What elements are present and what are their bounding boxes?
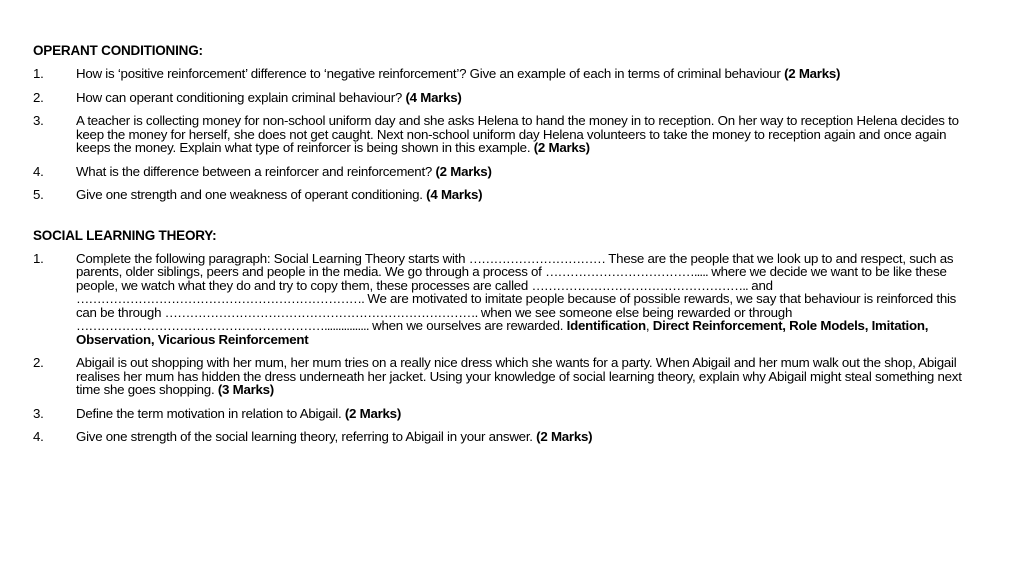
paragraph-text: where we decide we want to be like these people, we watch what they do and try to copy them, these processes are called <box>76 264 947 293</box>
question-marks: (3 Marks) <box>217 382 274 397</box>
question-marks: (2 Marks) <box>536 429 593 444</box>
question-list <box>33 252 973 444</box>
answer-bank-separator: , <box>645 318 653 333</box>
question-text: How can operant conditioning explain criminal behaviour? <box>76 89 406 105</box>
paragraph-text: and <box>747 277 773 293</box>
paragraph-text: when we see someone else being rewarded or through <box>477 304 793 320</box>
question-item <box>33 188 973 202</box>
question-item <box>33 407 973 421</box>
question-text: Abigail is out shopping with her mum, her mum tries on a really nice dress which she wants for a party. When Abigail and her mum walk out the shop, Abigail realises her mum has hidden the dress underneath her jacket. Using your knowledge of social learning theory, explain why Abigail might steal something next time she goes shopping. <box>76 355 962 397</box>
question-number: 2. <box>33 89 44 105</box>
fill-in-blank: …………………………………………….. <box>531 277 748 293</box>
section-operant-conditioning <box>33 44 973 202</box>
fill-in-blank: ……………………………………………………………. <box>76 291 364 306</box>
question-item <box>33 165 973 179</box>
question-text: A teacher is collecting money for non-school uniform day and she asks Helena to hand the money in to reception. On her way to reception Helena decides to keep the money for herself, she does not get caught. Next non-school uniform day Helena volunteers to take the money to reception again and once again keeps the money. Explain what type of reinforcer is being shown in this example. <box>76 113 959 155</box>
question-item <box>33 91 973 105</box>
question-text: How is ‘positive reinforcement’ difference to ‘negative reinforcement’? Give an example of each in terms of criminal behaviour <box>76 66 785 81</box>
paragraph-text: These are the people that we look up to and respect, such as parents, older siblings, peers and people in the media. We go through a process of <box>76 250 954 279</box>
question-item <box>33 430 973 444</box>
question-marks: (4 Marks) <box>426 187 483 202</box>
question-text: Give one strength of the social learning theory, referring to Abigail in your answer. <box>76 429 537 444</box>
answer-bank-words: Direct Reinforcement, Role Models, Imitation, Observation, Vicarious Reinforcement <box>76 318 929 347</box>
answer-bank-word: Identification <box>566 318 646 333</box>
question-text: Give one strength and one weakness of operant conditioning. <box>76 187 427 202</box>
fill-in-blank: …………………………………………………………………. <box>164 304 478 320</box>
question-number: 4. <box>33 429 44 444</box>
paragraph-text: when we ourselves are rewarded. <box>368 318 567 333</box>
question-number: 1. <box>33 250 44 266</box>
question-marks: (2 Marks) <box>784 66 841 81</box>
question-number: 5. <box>33 187 44 202</box>
question-number: 3. <box>33 113 44 128</box>
question-text: Define the term motivation in relation to Abigail. <box>76 405 345 421</box>
question-marks: (2 Marks) <box>435 163 492 179</box>
question-list <box>33 67 973 202</box>
worksheet-page <box>33 44 973 454</box>
question-item <box>33 356 973 397</box>
question-marks: (2 Marks) <box>533 140 590 155</box>
fill-in-blank: ………………………………..... <box>545 264 708 279</box>
paragraph-text: We are motivated to imitate people because of possible rewards, we say that behaviour is reinforced this can be through <box>76 291 957 320</box>
question-number: 4. <box>33 163 44 179</box>
question-number: 3. <box>33 405 44 421</box>
question-item <box>33 67 973 81</box>
question-text: What is the difference between a reinforcer and reinforcement? <box>76 163 436 179</box>
question-item <box>33 114 973 155</box>
fill-in-blank: ……………………………………………………................ <box>76 318 369 333</box>
question-number: 2. <box>33 355 44 370</box>
question-item-fill-in-paragraph <box>33 252 973 347</box>
section-heading: OPERANT CONDITIONING: <box>33 43 203 58</box>
question-marks: (4 Marks) <box>405 89 462 105</box>
question-marks: (2 Marks) <box>344 405 401 421</box>
fill-in-blank: …………………………… <box>468 250 606 266</box>
section-social-learning-theory <box>33 229 973 444</box>
question-number: 1. <box>33 66 44 81</box>
section-heading: SOCIAL LEARNING THEORY: <box>33 227 217 243</box>
paragraph-text: Complete the following paragraph: Social Learning Theory starts with <box>76 250 469 266</box>
